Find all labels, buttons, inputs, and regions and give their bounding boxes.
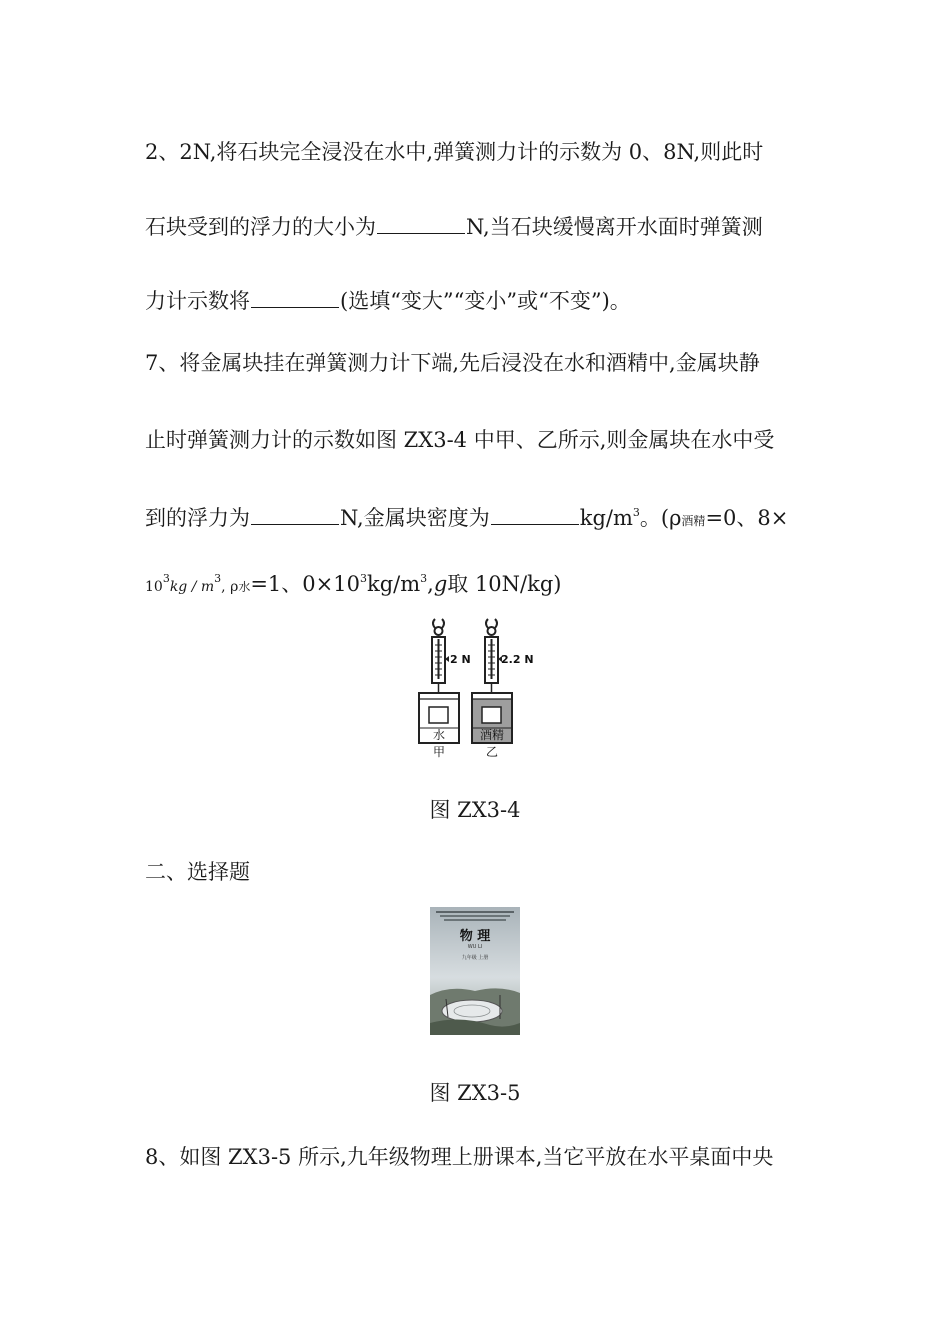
q6-text-3b: (选填“变大”“变小”或“不变”)。 [340,289,631,313]
answer-blank-buoyancy[interactable] [377,213,465,234]
cover-telescope-dish [442,1000,502,1022]
figure-label-yi: 乙 [485,745,499,759]
q6-line-1 [145,137,815,167]
answer-blank-density[interactable] [491,504,579,525]
q7-text-1: 7、将金属块挂在弹簧测力计下端,先后浸没在水和酒精中,金属块静 [145,351,760,375]
q7-line-1 [145,348,815,378]
q6-text-2a: 石块受到的浮力的大小为 [145,215,376,239]
q7-text-4f: , [427,572,434,596]
q7-line-2 [145,425,815,455]
exponent: 3 [420,572,428,585]
book-title: 物 理 [459,929,491,944]
answer-blank-reading-change[interactable] [251,287,339,308]
right-reading: 2.2 N [501,653,534,666]
q7-text-4d: =1、0×10 [250,572,360,596]
q7-text-4h: 取 10N/kg) [447,572,562,596]
q7-text-4e: kg/m [366,572,421,596]
figure-textbook-cover [430,907,520,1035]
liquid-label-water: 水 [432,728,446,742]
q6-line-3 [145,286,815,316]
figure-label-jia: 甲 [432,745,446,759]
q6-text-1: 2、2N,将石块完全浸没在水中,弹簧测力计的示数为 0、8N,则此时 [145,140,764,164]
q7-text-3b: N,金属块密度为 [340,506,490,530]
figure-caption-zx3-5: 图 ZX3-5 [429,1081,521,1105]
figure-spring-scales [405,615,545,760]
q8-text-1: 8、如图 ZX3-5 所示,九年级物理上册课本,当它平放在水平桌面中央 [145,1145,774,1169]
q7-text-4b: kg / m [169,579,215,595]
subscript-water: 水 [238,580,251,594]
exponent: 3 [214,572,222,585]
q7-text-3e: =0、8× [705,506,789,530]
exponent: 3 [632,506,640,519]
book-pinyin: WU LI [467,944,483,950]
figure-caption-zx3-4: 图 ZX3-4 [429,798,521,822]
q7-line-3 [145,498,815,536]
left-reading: 2 N [450,653,471,666]
exponent: 3 [162,572,170,585]
q6-text-2b: N,当石块缓慢离开水面时弹簧测 [466,215,763,239]
q7-text-3d: 。(ρ [639,506,682,530]
exponent: 3 [359,572,367,585]
answer-blank-water-buoyancy[interactable] [251,504,339,525]
q7-text-2: 止时弹簧测力计的示数如图 ZX3-4 中甲、乙所示,则金属块在水中受 [145,428,775,452]
q8-line-1 [145,1142,815,1172]
q7-text-4a: 10 [145,579,163,595]
subscript-alcohol: 酒精 [681,514,706,528]
q7-text-4g: g [433,572,448,596]
q7-text-4c: , ρ [221,579,239,595]
q6-line-2 [145,212,815,242]
section-title: 二、选择题 [145,860,250,884]
q7-text-3a: 到的浮力为 [145,506,250,530]
book-grade: 九年级 上册 [461,955,489,961]
liquid-label-alcohol: 酒精 [479,728,505,742]
q6-text-3a: 力计示数将 [145,289,250,313]
q7-text-3c: kg/m [579,506,633,530]
q7-line-4 [145,564,815,602]
